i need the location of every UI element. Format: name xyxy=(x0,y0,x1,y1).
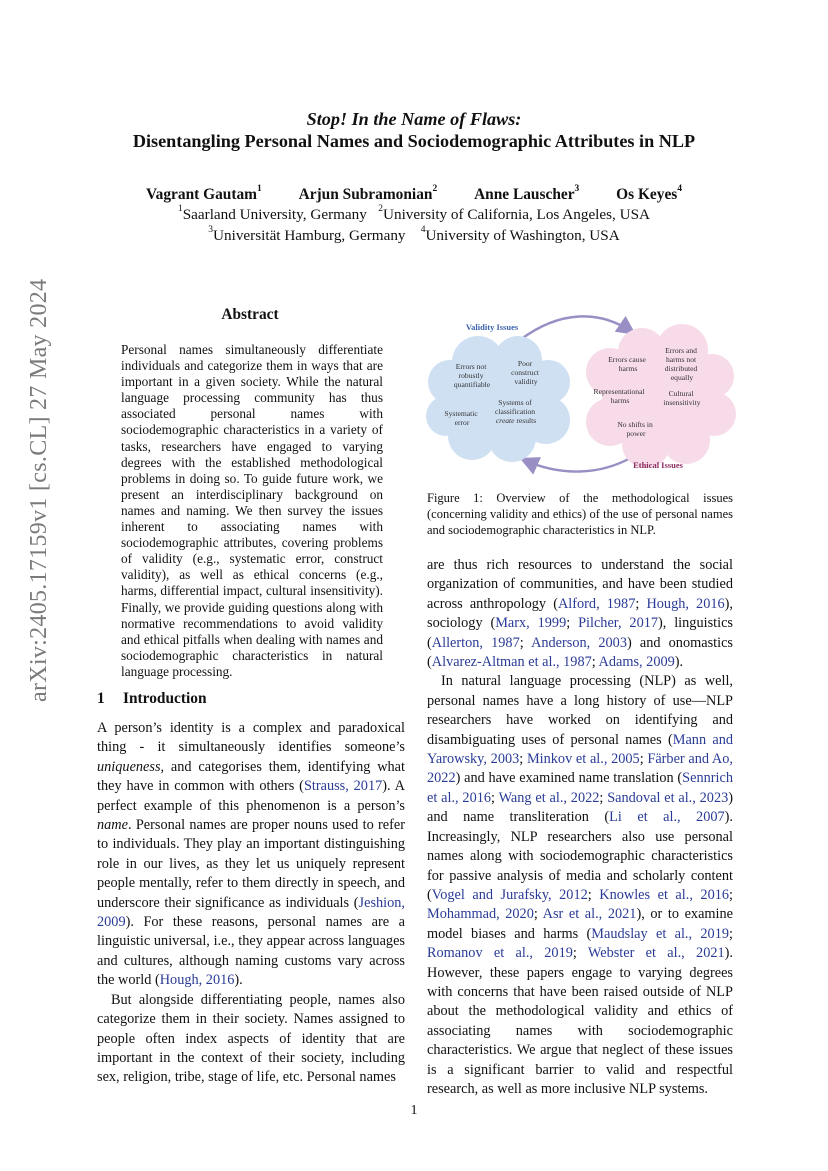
text-run: ; xyxy=(519,634,532,651)
citation-link[interactable]: Vogel and Jurafsky, 2012 xyxy=(431,886,588,903)
issue-errors-and-harms-not-distributed-equally: Errors and harms not distributed equally xyxy=(664,346,698,382)
text-run: In natural language processing (NLP) as well, personal names have a long history of use—NLP researchers have worked on identifying and disambiguating uses of personal names ( xyxy=(427,673,733,748)
text-run: ) and onomastics ( xyxy=(427,634,733,671)
issue-poor-construct-validity: Poor construct validity xyxy=(511,359,539,386)
text-run: ; xyxy=(591,654,599,671)
citation-link[interactable]: Asr et al., 2021 xyxy=(542,906,637,923)
text-run: ). A perfect example of this phenomenon is a person’s xyxy=(97,778,405,814)
citation-link[interactable]: Hough, 2016 xyxy=(159,972,235,989)
affiliation-line: $^3$Universität Hamburg, Germany $^4$University of Washington, USA xyxy=(208,225,620,244)
citation-link[interactable]: Sennrich et al., 2016 xyxy=(427,770,733,806)
paragraph xyxy=(427,672,733,1099)
citation-link[interactable]: Maudslay et al., 2019 xyxy=(591,925,729,942)
issue-cultural-insensitivity: Cultural insensitivity xyxy=(663,389,701,407)
text-run: ; xyxy=(729,886,733,903)
validity-issues-label: Validity Issues xyxy=(465,322,519,332)
text-run: ; xyxy=(635,595,647,612)
text-run: are thus rich resources to understand the social organization of communities, and have been studied across anthropology ( xyxy=(427,557,733,612)
citation-link[interactable]: Adams, 2009 xyxy=(598,654,675,671)
citation-link[interactable]: Färber and Ao, 2022 xyxy=(427,751,733,787)
text-run: But alongside differentiating people, names also categorize them in their society. Names assigned to people often index aspects of identity that are important in the context of their society, including sex, religion, tribe, stage of life, etc. Personal names xyxy=(97,991,405,1086)
text-run: ), sociology ( xyxy=(427,595,733,632)
figure-1-caption: Figure 1: Overview of the methodological issues (concerning validity and ethics) of the use of personal names and sociodemographic characteristics in NLP. xyxy=(427,491,733,538)
text-run: ; xyxy=(729,925,733,942)
text-run: ; xyxy=(566,615,579,632)
affiliation-line: $^1$Saarland University, Germany $^2$University of California, Los Angeles, USA xyxy=(177,204,651,223)
text-run: ) and name transliteration ( xyxy=(427,789,734,826)
ethical-cloud xyxy=(586,324,736,468)
abstract-text: Personal names simultaneously differentiate individuals and categorize them in ways that are important in a given society. While the natural language processing community has thus associated personal names with sociodemographic characteristics in a variety of tasks, researchers have engaged to varying degrees with the established methodological problems in doing so. To guide future work, we present an interdisciplinary background on names and naming. We then survey the issues inherent to associating names with sociodemographic attributes, covering problems of validity (e.g., systematic error, construct validity), as well as ethical concerns (e.g., harms, differential impact, cultural insensitivity). Finally, we provide guiding questions along with normative recommendations to avoid validity and ethical pitfalls when dealing with names and sociodemographic characteristics in natural language processing. xyxy=(121,342,383,679)
issue-systems-of-classification-create-results: Systems of classification create results xyxy=(495,398,537,425)
author: Os Keyes$^4$ xyxy=(616,184,683,203)
text-run: ). xyxy=(234,972,243,989)
text-run: ), or to examine model biases and harms ( xyxy=(427,906,733,942)
paragraph xyxy=(97,719,405,991)
citation-link[interactable]: Hough, 2016 xyxy=(646,595,725,612)
text-run: ). However, these papers engage to varying degrees with concerns that have been raised outside of NLP about the methodological validity and ethics of associating names with sociodemographic characteristics. We argue that neglect of these issues is a significant barrier to valid and respectful research, as well as more inclusive NLP systems. xyxy=(427,945,733,1097)
right-column-body xyxy=(427,556,733,1099)
citation-link[interactable]: Sandoval et al., 2023 xyxy=(607,789,729,806)
citation-link[interactable]: Allerton, 1987 xyxy=(431,634,520,651)
author: Vagrant Gautam$^1$ xyxy=(145,184,262,203)
text-run: ; xyxy=(587,886,600,903)
issue-errors-not-robustly-quantifiable: Errors not robustly quantifiable xyxy=(453,362,491,389)
section-heading-introduction: 1 Introduction xyxy=(97,690,207,707)
text-run: ) and have examined name translation ( xyxy=(455,770,683,787)
citation-link[interactable]: Li et al., 2007 xyxy=(609,809,725,826)
citation-link[interactable]: Mann and Yarowsky, 2003 xyxy=(427,731,733,768)
left-column-body xyxy=(97,719,405,1088)
emphasis: name xyxy=(97,817,128,834)
cycle-arrow-top xyxy=(520,316,632,340)
citation-link[interactable]: Romanov et al., 2019 xyxy=(427,945,573,962)
issue-representational-harms: Representational harms xyxy=(593,387,645,405)
paper-title-line-1: Stop! In the Name of Flaws: xyxy=(306,109,522,129)
author: Anne Lauscher$^3$ xyxy=(474,184,580,203)
paper-title-line-2: Disentangling Personal Names and Sociodemographic Attributes in NLP xyxy=(132,131,696,151)
text-run: A person’s identity is a complex and paradoxical thing - it simultaneously identifies someone’s xyxy=(97,720,405,756)
arxiv-identifier-stamp: arXiv:2405.17159v1 [cs.CL] 27 May 2024 xyxy=(26,278,52,702)
ethical-issues-label: Ethical Issues xyxy=(633,460,683,470)
text-run: ). For these reasons, personal names are a linguistic universal, i.e., they appear across languages and cultures, although naming customs vary across the world ( xyxy=(97,914,405,989)
text-run: ; xyxy=(639,751,648,768)
text-run: . Personal names are proper nouns used to refer to individuals. They play an important distinguishing role in our lives, as they let us uniquely represent people mentally, refer to them directly in speech, and underscore their significance as individuals ( xyxy=(97,817,405,911)
text-run: ; xyxy=(491,789,499,806)
paragraph xyxy=(97,991,405,1088)
text-run: ), linguistics ( xyxy=(427,615,733,651)
citation-link[interactable]: Jeshion, 2009 xyxy=(97,894,405,931)
cycle-arrow-bottom xyxy=(524,456,634,472)
figure-1-diagram xyxy=(420,310,736,480)
text-run: ). xyxy=(674,654,684,671)
text-run: ). Increasingly, NLP researchers also use personal names along with sociodemographic characteristics for passive analysis of media and scholarly content ( xyxy=(427,809,733,903)
author: Arjun Subramonian$^2$ xyxy=(298,184,438,203)
text-run: , and categorises them, identifying what they have in common with others ( xyxy=(97,758,405,795)
citation-link[interactable]: Wang et al., 2022 xyxy=(498,789,600,806)
citation-link[interactable]: Minkov et al., 2005 xyxy=(526,751,640,768)
page-number: 1 xyxy=(410,1103,418,1118)
author-list xyxy=(60,186,768,204)
text-run: ; xyxy=(572,945,588,962)
citation-link[interactable]: Marx, 1999 xyxy=(495,615,567,632)
issue-errors-cause-harms: Errors cause harms xyxy=(608,355,646,373)
emphasis: uniqueness xyxy=(97,758,161,775)
abstract-heading: Abstract xyxy=(221,306,279,323)
citation-link[interactable]: Pilcher, 2017 xyxy=(578,615,659,632)
citation-link[interactable]: Anderson, 2003 xyxy=(531,634,627,651)
citation-link[interactable]: Strauss, 2017 xyxy=(303,778,383,795)
methodological-issues-diagram xyxy=(420,310,736,480)
text-run: ; xyxy=(599,789,608,806)
citation-link[interactable]: Knowles et al., 2016 xyxy=(599,886,730,903)
citation-link[interactable]: Alford, 1987 xyxy=(557,595,636,612)
citation-link[interactable]: Mohammad, 2020 xyxy=(427,906,534,923)
text-run: ; xyxy=(533,906,543,923)
paragraph xyxy=(427,556,733,672)
text-run: ; xyxy=(519,751,527,768)
issue-no-shifts-in-power: No shifts in power xyxy=(617,420,653,438)
issue-systematic-error: Systematic error xyxy=(444,409,478,427)
citation-link[interactable]: Alvarez-Altman et al., 1987 xyxy=(431,654,592,671)
citation-link[interactable]: Webster et al., 2021 xyxy=(587,945,725,962)
